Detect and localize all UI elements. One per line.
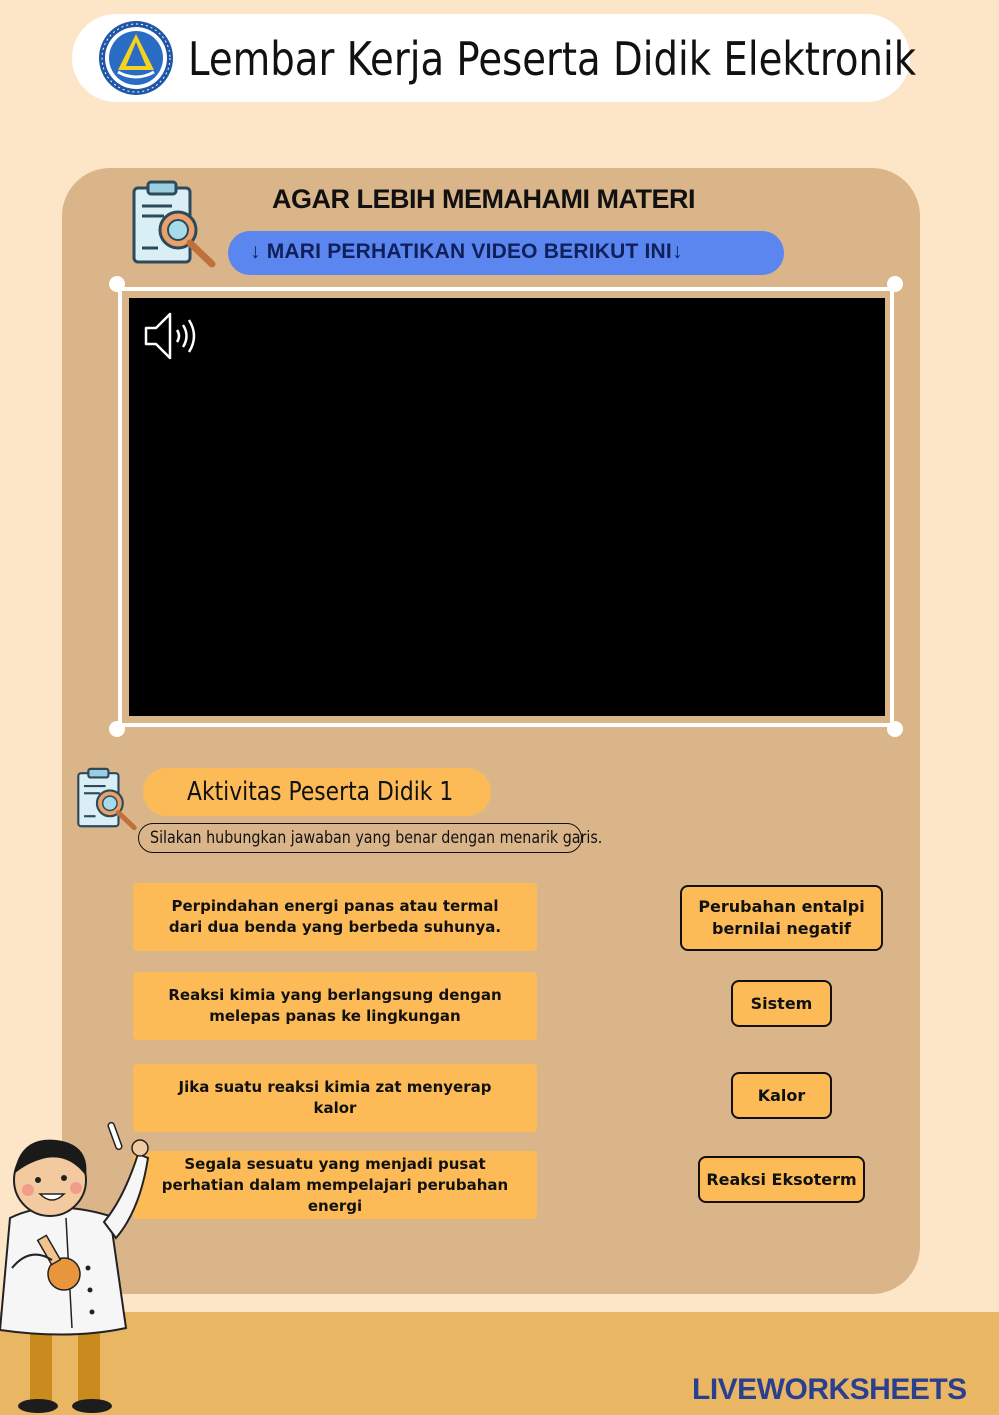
question-item-4[interactable]: Segala sesuatu yang menjadi pusat perhatian dalam mempelajari perubahan energi	[133, 1151, 537, 1219]
liveworksheets-logo: LIVEWORKSHEETS	[692, 1373, 967, 1406]
clipboard-magnifier-icon	[128, 178, 220, 270]
answer-item-4[interactable]: Reaksi Eksoterm	[698, 1156, 865, 1203]
school-emblem-logo	[98, 20, 174, 96]
activity-title: Aktivitas Peserta Didik 1	[187, 777, 454, 807]
resize-handle-top-right[interactable]	[887, 276, 903, 292]
video-player[interactable]	[129, 298, 885, 716]
resize-handle-bottom-left[interactable]	[109, 721, 125, 737]
resize-handle-bottom-right[interactable]	[887, 721, 903, 737]
resize-handle-top-left[interactable]	[109, 276, 125, 292]
instruction-text: Silakan hubungkan jawaban yang benar dengan menarik garis.	[150, 828, 603, 848]
section-heading: AGAR LEBIH MEMAHAMI MATERI	[272, 184, 695, 214]
question-item-2[interactable]: Reaksi kimia yang berlangsung dengan melepas panas ke lingkungan	[133, 972, 537, 1040]
speaker-volume-icon[interactable]	[142, 310, 200, 362]
page-title: Lembar Kerja Peserta Didik Elektronik	[188, 32, 917, 86]
answer-item-1[interactable]: Perubahan entalpi bernilai negatif	[680, 885, 883, 951]
answer-item-2[interactable]: Sistem	[731, 980, 832, 1027]
scientist-illustration	[0, 1118, 160, 1415]
video-prompt-text: ↓ MARI PERHATIKAN VIDEO BERIKUT INI↓	[250, 240, 683, 263]
answer-item-3[interactable]: Kalor	[731, 1072, 832, 1119]
clipboard-magnifier-icon	[74, 766, 140, 832]
question-item-1[interactable]: Perpindahan energi panas atau termal dari dua benda yang berbeda suhunya.	[133, 883, 537, 951]
question-item-3[interactable]: Jika suatu reaksi kimia zat menyerap kalor	[133, 1064, 537, 1132]
